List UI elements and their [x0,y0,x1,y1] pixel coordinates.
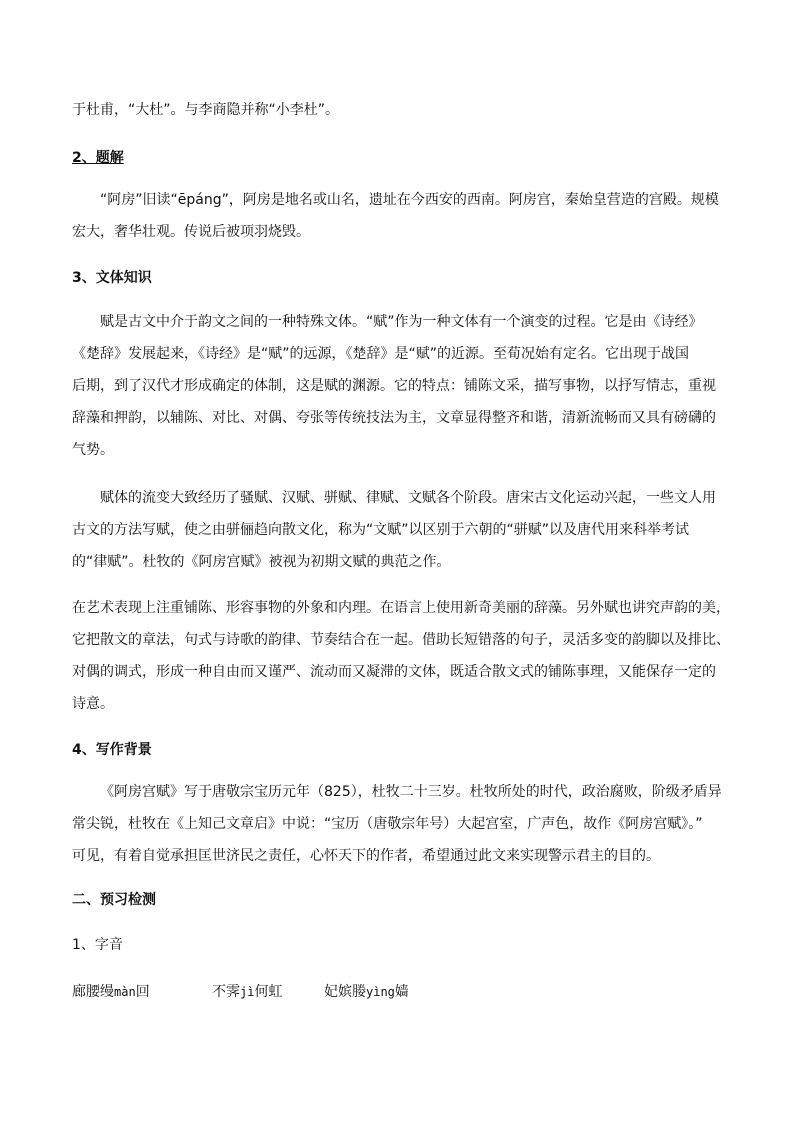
paragraph-line: 辞藻和押韵，以辅陈、对比、对偶、夸张等传统技法为主，文章显得整齐和谐，清新流畅而又具有磅礴的 [72,410,716,426]
pronunciation-item [212,982,282,1002]
term-text: 不霁 [212,984,240,1000]
section-heading-4: 4、写作背景 [72,742,152,758]
intro-line: 于杜甫，“大杜”。与李商隐并称“小李杜”。 [72,102,340,118]
paragraph-line: 后期，到了汉代才形成确定的体制，这是赋的渊源。它的特点：铺陈文采，描写事物，以抒写情志，重视 [72,378,716,394]
section-heading-2: 2、题解 [72,150,124,166]
paragraph-line: 它把散文的章法，句式与诗歌的韵律、节奏结合在一起。借助长短错落的句子，灵活多变的韵脚以及排比、 [72,632,730,648]
paragraph-line: 常尖锐，杜牧在《上知己文章启》中说：“宝历（唐敬宗年号）大起宫室，广声色，故作《阿房宫赋》。” [72,816,703,832]
paragraph-line: 古文的方法写赋，使之由骈俪趋向散文化，称为“文赋”以区别于六朝的“骈赋”以及唐代用来科举考试 [72,522,690,538]
term-text: 廊腰缦 [72,984,114,1000]
paragraph-line: 宏大，奢华壮观。传说后被项羽烧毁。 [72,224,310,240]
term-text: 妃嫔媵 [324,984,366,1000]
pinyin-text: màn [114,985,136,999]
pronunciation-item [72,982,150,1002]
paragraph-line: 诗意。 [72,696,114,712]
paragraph-line: 对偶的调式，形成一种自由而又谨严、流动而又凝滞的文体，既适合散文式的铺陈事理，又能保存一定的 [72,664,716,680]
paragraph-line: 的“律赋”。杜牧的《阿房宫赋》被视为初期文赋的典范之作。 [72,554,451,570]
paragraph-line: 赋是古文中介于韵文之间的一种特殊文体。“赋”作为一种文体有一个演变的过程。它是由《诗经》 [100,314,703,330]
paragraph-line: 赋体的流变大致经历了骚赋、汉赋、骈赋、律赋、文赋各个阶段。唐宋古文化运动兴起，一些文人用 [100,490,716,506]
paragraph-line: 在艺术表现上注重铺陈、形容事物的外象和内理。在语言上使用新奇美丽的辞藻。另外赋也讲究声韵的美， [72,600,730,616]
pinyin-text: jì [240,985,255,999]
section-heading-3: 3、文体知识 [72,270,152,286]
paragraph-line: 《楚辞》发展起来，《诗经》是“赋”的远源，《楚辞》是“赋”的近源。至荀况始有定名。它出现于战国 [72,346,690,362]
term-text: 回 [135,984,150,1000]
pinyin-text: yìng [366,985,395,999]
pronunciation-item [324,982,409,1002]
paragraph-line: 气势。 [72,442,114,458]
paragraph-line: “阿房”旧读“ēpáng”，阿房是地名或山名，遗址在今西安的西南。阿房宫，秦始皇营造的宫殿。规模 [100,192,719,208]
part-heading: 二、预习检测 [72,892,156,908]
paragraph-line: 可见，有着自觉承担匡世济民之责任，心怀天下的作者，希望通过此文来实现警示君主的目的。 [72,848,660,864]
sub-heading: 1、字音 [72,937,123,953]
term-text: 嫱 [394,984,409,1000]
term-text: 何虹 [254,984,283,1000]
paragraph-line: 《阿房宫赋》写于唐敬宗宝历元年（825），杜牧二十三岁。杜牧所处的时代，政治腐败，阶级矛盾异 [100,784,722,800]
